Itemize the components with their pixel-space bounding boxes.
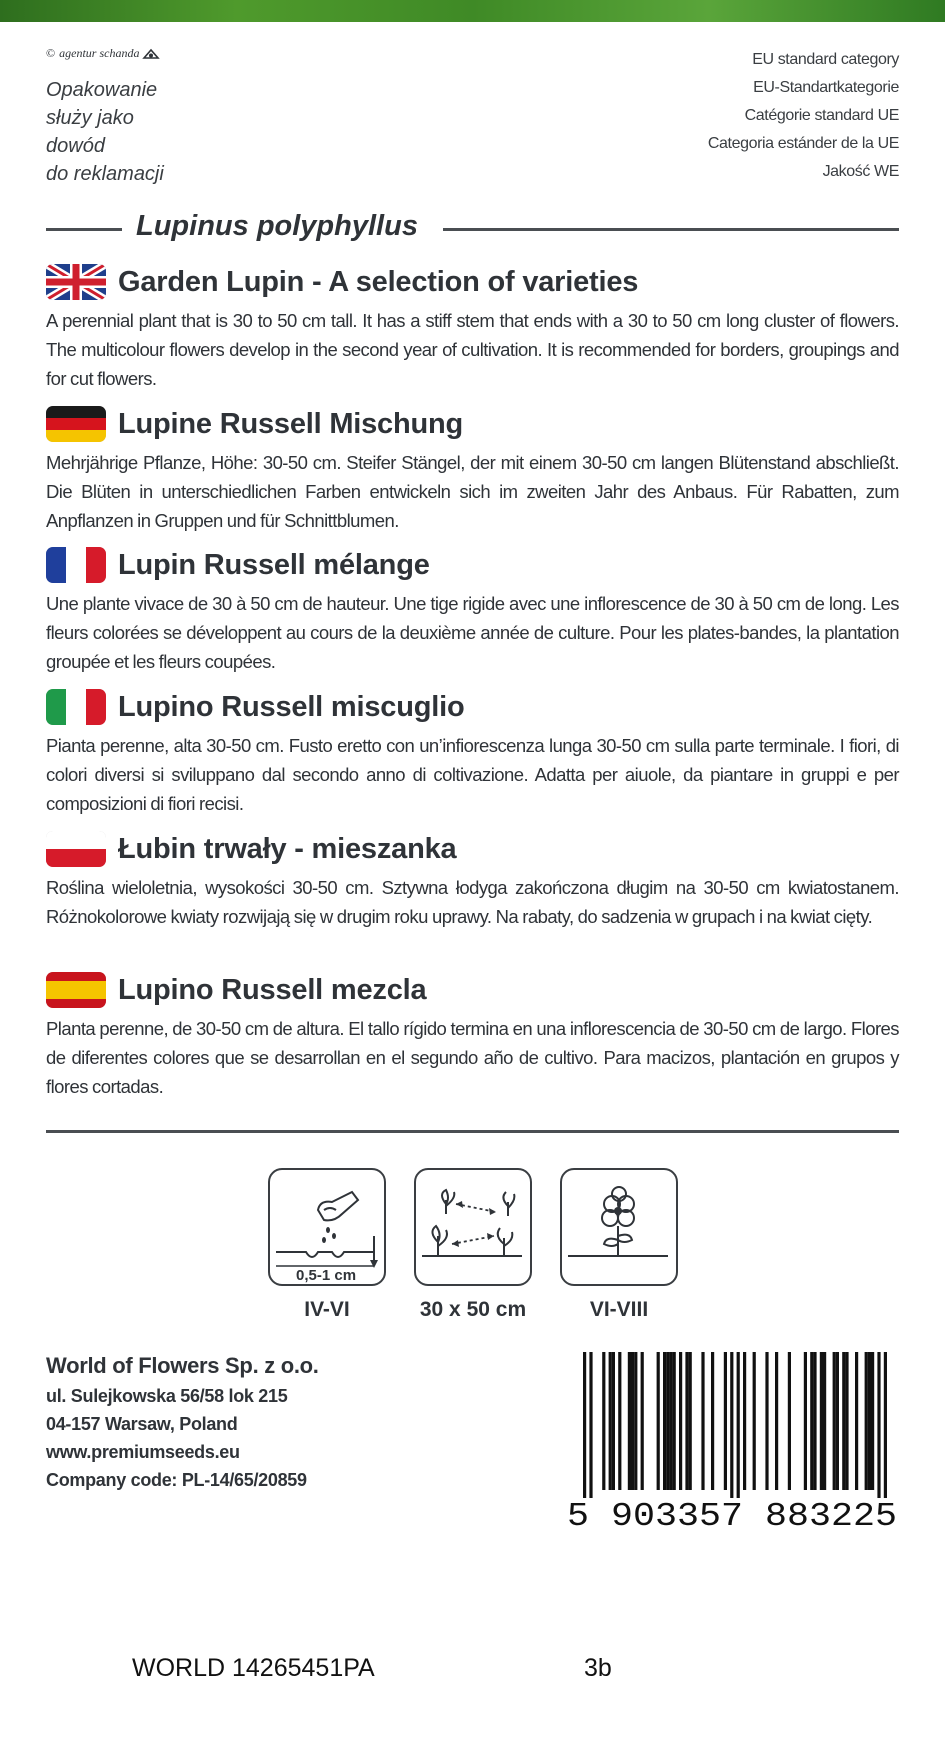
section-title: Lupine Russell Mischung: [118, 408, 464, 440]
footer-product-code: WORLD 14265451PA: [132, 1654, 375, 1682]
section-body: Une plante vivace de 30 à 50 cm de hauteur. Une tige rigide avec une inflorescence de 30 à 50 cm de long. Les fleurs colorées se développent au cours de la deuxième année de culture. Pour les plates-bandes, la plantation groupée et les fleurs coupées.: [46, 593, 899, 672]
sowing-period-label: IV-VI: [304, 1298, 350, 1321]
complaint-note: [46, 76, 246, 188]
company-website: www.premiumseeds.eu: [46, 1442, 240, 1462]
flowering-icon: [560, 1168, 678, 1286]
divider-left: [46, 228, 122, 231]
barcode-bar: [884, 1352, 887, 1498]
section-body: A perennial plant that is 30 to 50 cm tall. It has a stiff stem that ends with a 30 to 50 cm long cluster of flowers. The multicolour flowers develop in the second year of cultivation. It is recommended for borders, groupings and for cut flowers.: [46, 310, 899, 389]
company-address: ul. Sulejkowska 56/58 lok 215: [46, 1386, 288, 1406]
complaint-note-line: do reklamacji: [46, 163, 164, 185]
eu-standard-category: [708, 46, 899, 186]
section-title: Garden Lupin - A selection of varieties: [118, 266, 639, 298]
barcode-bar: [836, 1352, 839, 1490]
barcode-bar: [823, 1352, 826, 1490]
complaint-note-line: dowód: [46, 135, 105, 157]
barcode-bar: [765, 1352, 768, 1490]
barcode-bar: [753, 1352, 756, 1490]
barcode-bar: [810, 1352, 813, 1490]
section-body: Roślina wieloletnia, wysokości 30-50 cm. Sztywna łodyga zakończona długim na 30-50 cm kwiatostanem. Różnokolorowe kwiaty rozwijają się w drugim roku uprawy. Na rabaty, do sadzenia w grupach i na kwiat cięty.: [46, 877, 899, 927]
barcode-bar: [855, 1352, 858, 1490]
barcode-bar: [583, 1352, 586, 1498]
company-code: Company code: PL-14/65/20859: [46, 1470, 307, 1490]
eu-category-line: EU-Standartkategorie: [753, 79, 899, 96]
barcode-bar: [663, 1352, 666, 1490]
latin-name: Lupinus polyphyllus: [136, 210, 418, 242]
section-spanish: [46, 970, 899, 1101]
top-green-band: [0, 0, 945, 22]
barcode-bar: [724, 1352, 727, 1490]
complaint-note-line: służy jako: [46, 107, 134, 129]
section-english: [46, 262, 899, 393]
barcode-bar: [711, 1352, 714, 1490]
section-german: [46, 404, 899, 535]
section-body: Pianta perenne, alta 30-50 cm. Fusto eretto con un’infiorescenza lunga 30-50 cm sulla parte terminale. I fiori, di colori diversi si sviluppano dal secondo anno di coltivazione. Adatta per aiuole, da piantare in gruppi e per composizioni di fiori recisi.: [46, 735, 899, 814]
section-french: [46, 545, 899, 676]
barcode-bar: [612, 1352, 615, 1490]
barcode-bar: [685, 1352, 688, 1490]
spacing-icon: [414, 1168, 532, 1286]
barcode-bar: [666, 1352, 669, 1490]
ean-barcode: [565, 1350, 899, 1528]
eu-category-line: Jakość WE: [822, 163, 899, 180]
de-flag-icon: [46, 406, 106, 442]
section-title: Lupino Russell mezcla: [118, 974, 427, 1006]
eu-category-line: Catégorie standard UE: [744, 107, 899, 124]
footer-page-number: 3b: [584, 1654, 612, 1682]
flowering-period-label: VI-VIII: [589, 1298, 649, 1321]
barcode-bar: [701, 1352, 704, 1490]
barcode-bar: [868, 1352, 871, 1490]
barcode-bar: [775, 1352, 778, 1490]
pl-flag-icon: [46, 831, 106, 867]
barcode-bar: [679, 1352, 682, 1490]
copyright-text: agentur schanda: [59, 46, 140, 60]
barcode-bar: [618, 1352, 621, 1490]
company-name: World of Flowers Sp. z o.o.: [46, 1353, 319, 1378]
latin-name-row: [46, 210, 899, 246]
barcode-bar: [589, 1352, 592, 1498]
barcode-bar: [657, 1352, 660, 1490]
barcode-bar: [609, 1352, 612, 1490]
section-body: Mehrjährige Pflanze, Höhe: 30-50 cm. Steifer Stängel, der mit einem 30-50 cm langen Blütenstand abschließt. Die Blüten in unterschiedlichen Farben entwickeln sich im zweiten Jahr des Anbaus. Für Rabatten, zum Anpflanzen in Gruppen und für Schnittblumen.: [46, 452, 899, 531]
barcode-bar: [842, 1352, 845, 1490]
barcode-bar: [813, 1352, 816, 1490]
sowing-depth-label: 0,5-1 cm: [296, 1267, 357, 1284]
barcode-bar: [871, 1352, 874, 1490]
barcode-bar: [788, 1352, 791, 1490]
barcode-bar: [743, 1352, 746, 1490]
barcode-bar: [631, 1352, 634, 1490]
barcode-bar: [833, 1352, 836, 1490]
spacing-label: 30 x 50 cm: [419, 1298, 527, 1321]
section-italian: [46, 687, 899, 818]
copyright-symbol: ©: [46, 46, 56, 60]
eu-category-line: EU standard category: [752, 51, 899, 68]
section-title: Lupin Russell mélange: [118, 549, 430, 581]
barcode-bar: [865, 1352, 868, 1490]
company-city: 04-157 Warsaw, Poland: [46, 1414, 238, 1434]
company-info: [46, 1350, 319, 1494]
section-body: Planta perenne, de 30-50 cm de altura. El tallo rígido termina en una inflorescencia de 30-50 cm de largo. Flores de diferentes colores que se desarrollan en el segundo año de cultivo. Para macizos, plantación en grupos y flores cortadas.: [46, 1018, 899, 1097]
barcode-bar: [602, 1352, 605, 1490]
barcode-bar: [669, 1352, 672, 1490]
barcode-digits: 5 903357 883225: [567, 1498, 897, 1528]
fr-flag-icon: [46, 547, 106, 583]
barcode-bar: [628, 1352, 631, 1490]
barcode-bar: [730, 1352, 733, 1498]
barcode-bar: [737, 1352, 740, 1498]
copyright-notice: [46, 46, 160, 61]
barcode-bar: [804, 1352, 807, 1490]
barcode-bar: [689, 1352, 692, 1490]
sowing-icon: [268, 1168, 386, 1286]
section-title: Łubin trwały - mieszanka: [118, 833, 457, 865]
barcode-bar: [845, 1352, 848, 1490]
es-flag-icon: [46, 972, 106, 1008]
it-flag-icon: [46, 689, 106, 725]
eu-category-line: Categoria estánder de la UE: [707, 135, 899, 152]
divider-right: [443, 228, 899, 231]
barcode-bar: [673, 1352, 676, 1490]
bottom-divider: [46, 1130, 899, 1133]
complaint-note-line: Opakowanie: [46, 79, 158, 101]
section-polish: [46, 829, 899, 931]
barcode-bar: [820, 1352, 823, 1490]
barcode-bar: [641, 1352, 644, 1490]
section-title: Lupino Russell miscuglio: [118, 691, 465, 723]
barcode-bar: [634, 1352, 637, 1490]
agency-logo-icon: [142, 48, 160, 60]
uk-flag-icon: [46, 264, 106, 300]
barcode-bar: [877, 1352, 880, 1498]
